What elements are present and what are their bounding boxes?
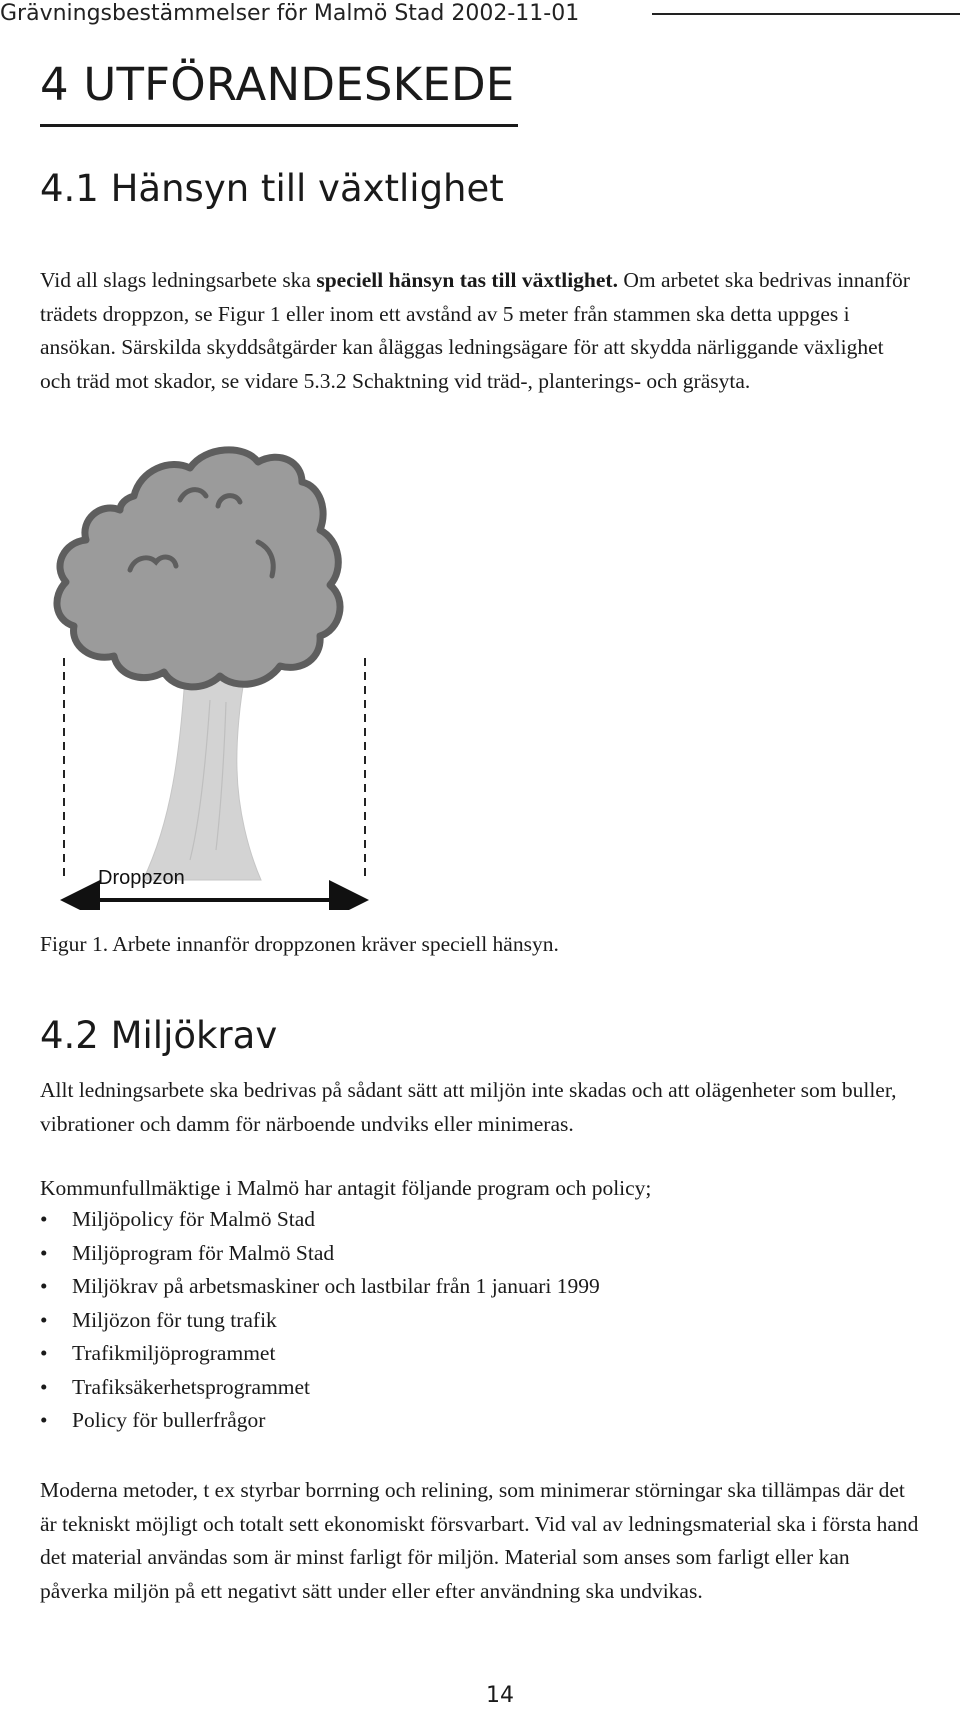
list-item-text: Trafiksäkerhetsprogrammet bbox=[72, 1374, 311, 1399]
bullet-icon: • bbox=[40, 1274, 48, 1298]
list-item bbox=[40, 1203, 600, 1237]
list-item bbox=[40, 1337, 600, 1371]
policy-list bbox=[40, 1203, 600, 1438]
figure-caption: Figur 1. Arbete innanför droppzonen kräver speciell hänsyn. bbox=[40, 932, 559, 956]
list-item bbox=[40, 1270, 600, 1304]
tree-figure bbox=[40, 440, 460, 910]
vegetation-paragraph-emphasis: speciell hänsyn tas till växtlighet. bbox=[316, 268, 618, 292]
bullet-icon: • bbox=[40, 1408, 48, 1432]
list-item-text: Trafikmiljöprogrammet bbox=[72, 1341, 276, 1365]
methods-paragraph: Moderna metoder, t ex styrbar borrning och relining, som minimerar störningar ska tillämpas där det är tekniskt möjligt och totalt sett ekonomiskt försvarbart. Vid val av ledningsmaterial ska i första hand det material användas som är minst farligt för miljön. Material som anses som farligt eller kan påverka miljön på ett negativt sätt under eller efter användning ska undvikas. bbox=[40, 1478, 919, 1603]
list-item-text: Miljözon för tung trafik bbox=[72, 1307, 277, 1332]
bullet-icon: • bbox=[40, 1374, 48, 1399]
document-title: Grävningsbestämmelser för Malmö Stad 2002-11-01 bbox=[0, 1, 580, 26]
droppzon-label: Droppzon bbox=[98, 867, 185, 889]
environment-paragraph: Allt ledningsarbete ska bedrivas på sådant sätt att miljön inte skadas och att olägenheter som buller, vibrationer och damm för närboende undviks eller minimeras. bbox=[40, 1078, 897, 1136]
list-item bbox=[40, 1371, 600, 1405]
list-item bbox=[40, 1304, 600, 1338]
list-item-text: Miljöprogram för Malmö Stad bbox=[72, 1240, 335, 1265]
bullet-icon: • bbox=[40, 1240, 48, 1265]
bullet-icon: • bbox=[40, 1207, 48, 1231]
header-rule bbox=[652, 13, 960, 15]
page-number: 14 bbox=[486, 1683, 514, 1708]
vegetation-paragraph-start: Vid all slags ledningsarbete ska bbox=[40, 268, 317, 292]
tree-crown bbox=[57, 450, 340, 687]
tree-dripline-illustration-icon bbox=[40, 440, 460, 910]
chapter-title: 4 UTFÖRANDESKEDE bbox=[40, 58, 515, 111]
bullet-icon: • bbox=[40, 1307, 48, 1332]
chapter-rule bbox=[40, 124, 518, 127]
vegetation-paragraph-rest: Om arbetet ska bedrivas innanför trädets droppzon, se Figur 1 eller inom ett avstånd av 5 meter från stammen ska detta uppges i ansökan. Särskilda skyddsåtgärder kan åläggas ledningsägare för att skydda närliggande växlighet och träd mot skador, se vidare 5.3.2 Schaktning vid träd-, planterings- och gräsyta. bbox=[40, 268, 910, 393]
list-item bbox=[40, 1237, 600, 1271]
list-item-text: Miljökrav på arbetsmaskiner och lastbilar från 1 januari 1999 bbox=[72, 1274, 600, 1298]
tree-trunk bbox=[143, 676, 261, 880]
list-item-text: Miljöpolicy för Malmö Stad bbox=[72, 1207, 316, 1231]
vegetation-paragraph bbox=[40, 264, 920, 398]
policy-intro-paragraph: Kommunfullmäktige i Malmö har antagit följande program och policy; bbox=[40, 1176, 652, 1200]
running-header bbox=[0, 0, 960, 30]
section-heading-vegetation: 4.1 Hänsyn till växtlighet bbox=[40, 167, 504, 210]
list-item-text: Policy för bullerfrågor bbox=[72, 1408, 266, 1432]
bullet-icon: • bbox=[40, 1341, 48, 1365]
section-heading-environment: 4.2 Miljökrav bbox=[40, 1014, 278, 1057]
list-item bbox=[40, 1404, 600, 1438]
